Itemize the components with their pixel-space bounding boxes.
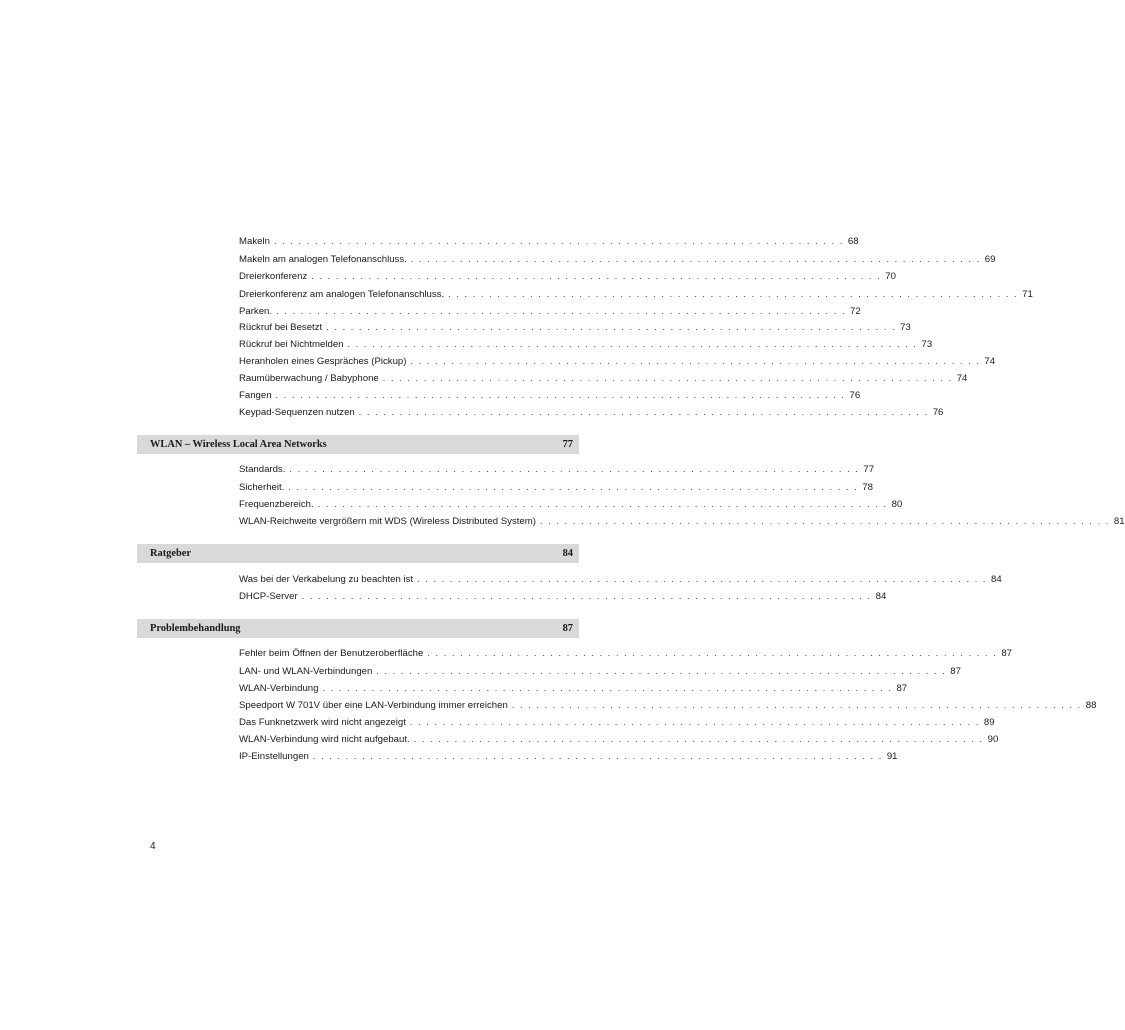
leader-dots: . . . . . . . . . . . . . . . . . . . . . . . . . . . . . . . . . . . . . . . . . . . . . . . . . . . . . . . . . . . . . . . . . . . . . . <box>317 499 888 509</box>
toc-entry-label: Sicherheit. <box>239 482 285 493</box>
leader-dots: . . . . . . . . . . . . . . . . . . . . . . . . . . . . . . . . . . . . . . . . . . . . . . . . . . . . . . . . . . . . . . . . . . . . . . <box>382 373 953 383</box>
toc-entry-label: Makeln am analogen Telefonanschluss. <box>239 254 407 265</box>
toc-entry-page: 89 <box>983 717 995 728</box>
toc-entry[interactable] <box>239 713 995 731</box>
toc-entry-label: Dreierkonferenz am analogen Telefonanschluss. <box>239 289 445 300</box>
leader-dots: . . . . . . . . . . . . . . . . . . . . . . . . . . . . . . . . . . . . . . . . . . . . . . . . . . . . . . . . . . . . . . . . . . . . . . <box>276 306 847 316</box>
toc-entry[interactable] <box>239 587 887 605</box>
leader-dots: . . . . . . . . . . . . . . . . . . . . . . . . . . . . . . . . . . . . . . . . . . . . . . . . . . . . . . . . . . . . . . . . . . . . . . <box>322 683 893 693</box>
leader-dots: . . . . . . . . . . . . . . . . . . . . . . . . . . . . . . . . . . . . . . . . . . . . . . . . . . . . . . . . . . . . . . . . . . . . . . <box>301 591 872 601</box>
toc-entry-label: Frequenzbereich. <box>239 499 314 510</box>
toc-entry-label: Standards. <box>239 464 286 475</box>
toc-entry[interactable] <box>239 747 898 765</box>
toc-entry-page: 77 <box>863 464 875 475</box>
leader-dots: . . . . . . . . . . . . . . . . . . . . . . . . . . . . . . . . . . . . . . . . . . . . . . . . . . . . . . . . . . . . . . . . . . . . . . <box>427 648 998 658</box>
toc-entry-label: Dreierkonferenz <box>239 271 308 282</box>
toc-entry-label: Rückruf bei Nichtmelden <box>239 339 344 350</box>
toc-entry[interactable] <box>239 267 896 285</box>
leader-dots: . . . . . . . . . . . . . . . . . . . . . . . . . . . . . . . . . . . . . . . . . . . . . . . . . . . . . . . . . . . . . . . . . . . . . . <box>273 236 844 246</box>
toc-entry-page: 72 <box>850 306 861 317</box>
toc-section-ratgeber[interactable] <box>137 544 579 563</box>
toc-entry[interactable] <box>239 495 903 513</box>
toc-entry[interactable] <box>239 730 999 748</box>
toc-entry-label: WLAN-Verbindung <box>239 683 319 694</box>
toc-entry-label: Fangen <box>239 390 272 401</box>
toc-entry-label: Makeln <box>239 236 270 247</box>
toc-entry-label: Keypad-Sequenzen nutzen <box>239 407 355 418</box>
toc-entry[interactable] <box>239 460 875 478</box>
toc-entry[interactable] <box>239 352 996 370</box>
toc-entry-label: Speedport W 701V über eine LAN-Verbindung immer erreichen <box>239 700 508 711</box>
toc-entry-label: Rückruf bei Besetzt <box>239 322 323 333</box>
toc-entry-page: 70 <box>885 271 896 282</box>
toc-entry[interactable] <box>239 644 1012 662</box>
leader-dots: . . . . . . . . . . . . . . . . . . . . . . . . . . . . . . . . . . . . . . . . . . . . . . . . . . . . . . . . . . . . . . . . . . . . . . <box>417 574 988 584</box>
leader-dots: . . . . . . . . . . . . . . . . . . . . . . . . . . . . . . . . . . . . . . . . . . . . . . . . . . . . . . . . . . . . . . . . . . . . . . <box>289 464 860 474</box>
toc-entry[interactable] <box>239 512 1125 530</box>
toc-entry-label: Das Funknetzwerk wird nicht angezeigt <box>239 717 406 728</box>
toc-entry-page: 76 <box>849 390 861 401</box>
leader-dots: . . . . . . . . . . . . . . . . . . . . . . . . . . . . . . . . . . . . . . . . . . . . . . . . . . . . . . . . . . . . . . . . . . . . . . <box>358 407 929 417</box>
toc-entry-page: 84 <box>875 591 887 602</box>
toc-entry-label: LAN- und WLAN-Verbindungen <box>239 666 373 677</box>
toc-entry-page: 87 <box>896 683 908 694</box>
section-title: Ratgeber <box>150 548 191 559</box>
toc-entry[interactable] <box>239 369 968 387</box>
leader-dots: . . . . . . . . . . . . . . . . . . . . . . . . . . . . . . . . . . . . . . . . . . . . . . . . . . . . . . . . . . . . . . . . . . . . . . <box>448 289 1019 299</box>
toc-entry-page: 76 <box>932 407 944 418</box>
toc-entry-label: WLAN-Reichweite vergrößern mit WDS (Wireless Distributed System) <box>239 516 536 527</box>
leader-dots: . . . . . . . . . . . . . . . . . . . . . . . . . . . . . . . . . . . . . . . . . . . . . . . . . . . . . . . . . . . . . . . . . . . . . . <box>410 254 981 264</box>
leader-dots: . . . . . . . . . . . . . . . . . . . . . . . . . . . . . . . . . . . . . . . . . . . . . . . . . . . . . . . . . . . . . . . . . . . . . . <box>288 482 859 492</box>
leader-dots: . . . . . . . . . . . . . . . . . . . . . . . . . . . . . . . . . . . . . . . . . . . . . . . . . . . . . . . . . . . . . . . . . . . . . . <box>511 700 1082 710</box>
toc-entry-page: 71 <box>1022 289 1033 300</box>
toc-entry-page: 78 <box>862 482 873 493</box>
leader-dots: . . . . . . . . . . . . . . . . . . . . . . . . . . . . . . . . . . . . . . . . . . . . . . . . . . . . . . . . . . . . . . . . . . . . . . <box>275 390 846 400</box>
toc-entry[interactable] <box>239 662 961 680</box>
toc-entry-page: 87 <box>1001 648 1012 659</box>
toc-entry-page: 90 <box>987 734 999 745</box>
section-title: WLAN – Wireless Local Area Networks <box>150 439 327 450</box>
section-page: 87 <box>562 623 573 634</box>
leader-dots: . . . . . . . . . . . . . . . . . . . . . . . . . . . . . . . . . . . . . . . . . . . . . . . . . . . . . . . . . . . . . . . . . . . . . . <box>410 356 981 366</box>
toc-entry-label: DHCP-Server <box>239 591 298 602</box>
toc-entry-label: Raumüberwachung / Babyphone <box>239 373 379 384</box>
toc-section-problembehandlung[interactable] <box>137 619 579 638</box>
toc-entry-label: IP-Einstellungen <box>239 751 309 762</box>
toc-entry-page: 91 <box>886 751 898 762</box>
toc-entry[interactable] <box>239 570 1002 588</box>
toc-entry-page: 73 <box>900 322 911 333</box>
toc-entry-label: Fehler beim Öffnen der Benutzeroberfläche <box>239 648 424 659</box>
toc-entry-page: 74 <box>956 373 968 384</box>
toc-entry-page: 80 <box>891 499 903 510</box>
leader-dots: . . . . . . . . . . . . . . . . . . . . . . . . . . . . . . . . . . . . . . . . . . . . . . . . . . . . . . . . . . . . . . . . . . . . . . <box>312 751 883 761</box>
toc-entry-page: 87 <box>950 666 961 677</box>
leader-dots: . . . . . . . . . . . . . . . . . . . . . . . . . . . . . . . . . . . . . . . . . . . . . . . . . . . . . . . . . . . . . . . . . . . . . . <box>409 717 980 727</box>
toc-entry-page: 73 <box>921 339 933 350</box>
toc-entry-label: Was bei der Verkabelung zu beachten ist <box>239 574 414 585</box>
toc-entry-label: WLAN-Verbindung wird nicht aufgebaut. <box>239 734 410 745</box>
toc-entry[interactable] <box>239 386 861 404</box>
toc-entry-page: 88 <box>1085 700 1097 711</box>
toc-entry[interactable] <box>239 285 1033 303</box>
toc-entry[interactable] <box>239 403 944 421</box>
toc-entry-label: Parken. <box>239 306 273 317</box>
section-page: 77 <box>562 439 573 450</box>
toc-section-wlan[interactable] <box>137 435 579 454</box>
toc-entry-page: 84 <box>991 574 1002 585</box>
leader-dots: . . . . . . . . . . . . . . . . . . . . . . . . . . . . . . . . . . . . . . . . . . . . . . . . . . . . . . . . . . . . . . . . . . . . . . <box>413 734 984 744</box>
page-number: 4 <box>150 841 156 852</box>
section-page: 84 <box>562 548 573 559</box>
leader-dots: . . . . . . . . . . . . . . . . . . . . . . . . . . . . . . . . . . . . . . . . . . . . . . . . . . . . . . . . . . . . . . . . . . . . . . <box>347 339 918 349</box>
toc-entry[interactable] <box>239 696 1097 714</box>
toc-entry[interactable] <box>239 679 908 697</box>
section-title: Problembehandlung <box>150 623 241 634</box>
leader-dots: . . . . . . . . . . . . . . . . . . . . . . . . . . . . . . . . . . . . . . . . . . . . . . . . . . . . . . . . . . . . . . . . . . . . . . <box>326 322 897 332</box>
toc-entry-page: 69 <box>984 254 996 265</box>
leader-dots: . . . . . . . . . . . . . . . . . . . . . . . . . . . . . . . . . . . . . . . . . . . . . . . . . . . . . . . . . . . . . . . . . . . . . . <box>539 516 1110 526</box>
toc-entry-label: Heranholen eines Gespräches (Pickup) <box>239 356 407 367</box>
toc-entry[interactable] <box>239 232 859 250</box>
toc-entry-page: 74 <box>984 356 996 367</box>
leader-dots: . . . . . . . . . . . . . . . . . . . . . . . . . . . . . . . . . . . . . . . . . . . . . . . . . . . . . . . . . . . . . . . . . . . . . . <box>311 271 882 281</box>
toc-entry-page: 81 <box>1113 516 1125 527</box>
toc-entry-page: 68 <box>847 236 859 247</box>
leader-dots: . . . . . . . . . . . . . . . . . . . . . . . . . . . . . . . . . . . . . . . . . . . . . . . . . . . . . . . . . . . . . . . . . . . . . . <box>376 666 947 676</box>
toc-entry[interactable] <box>239 318 911 336</box>
toc-entry[interactable] <box>239 250 996 268</box>
toc-entry[interactable] <box>239 335 933 353</box>
toc-entry[interactable] <box>239 478 873 496</box>
